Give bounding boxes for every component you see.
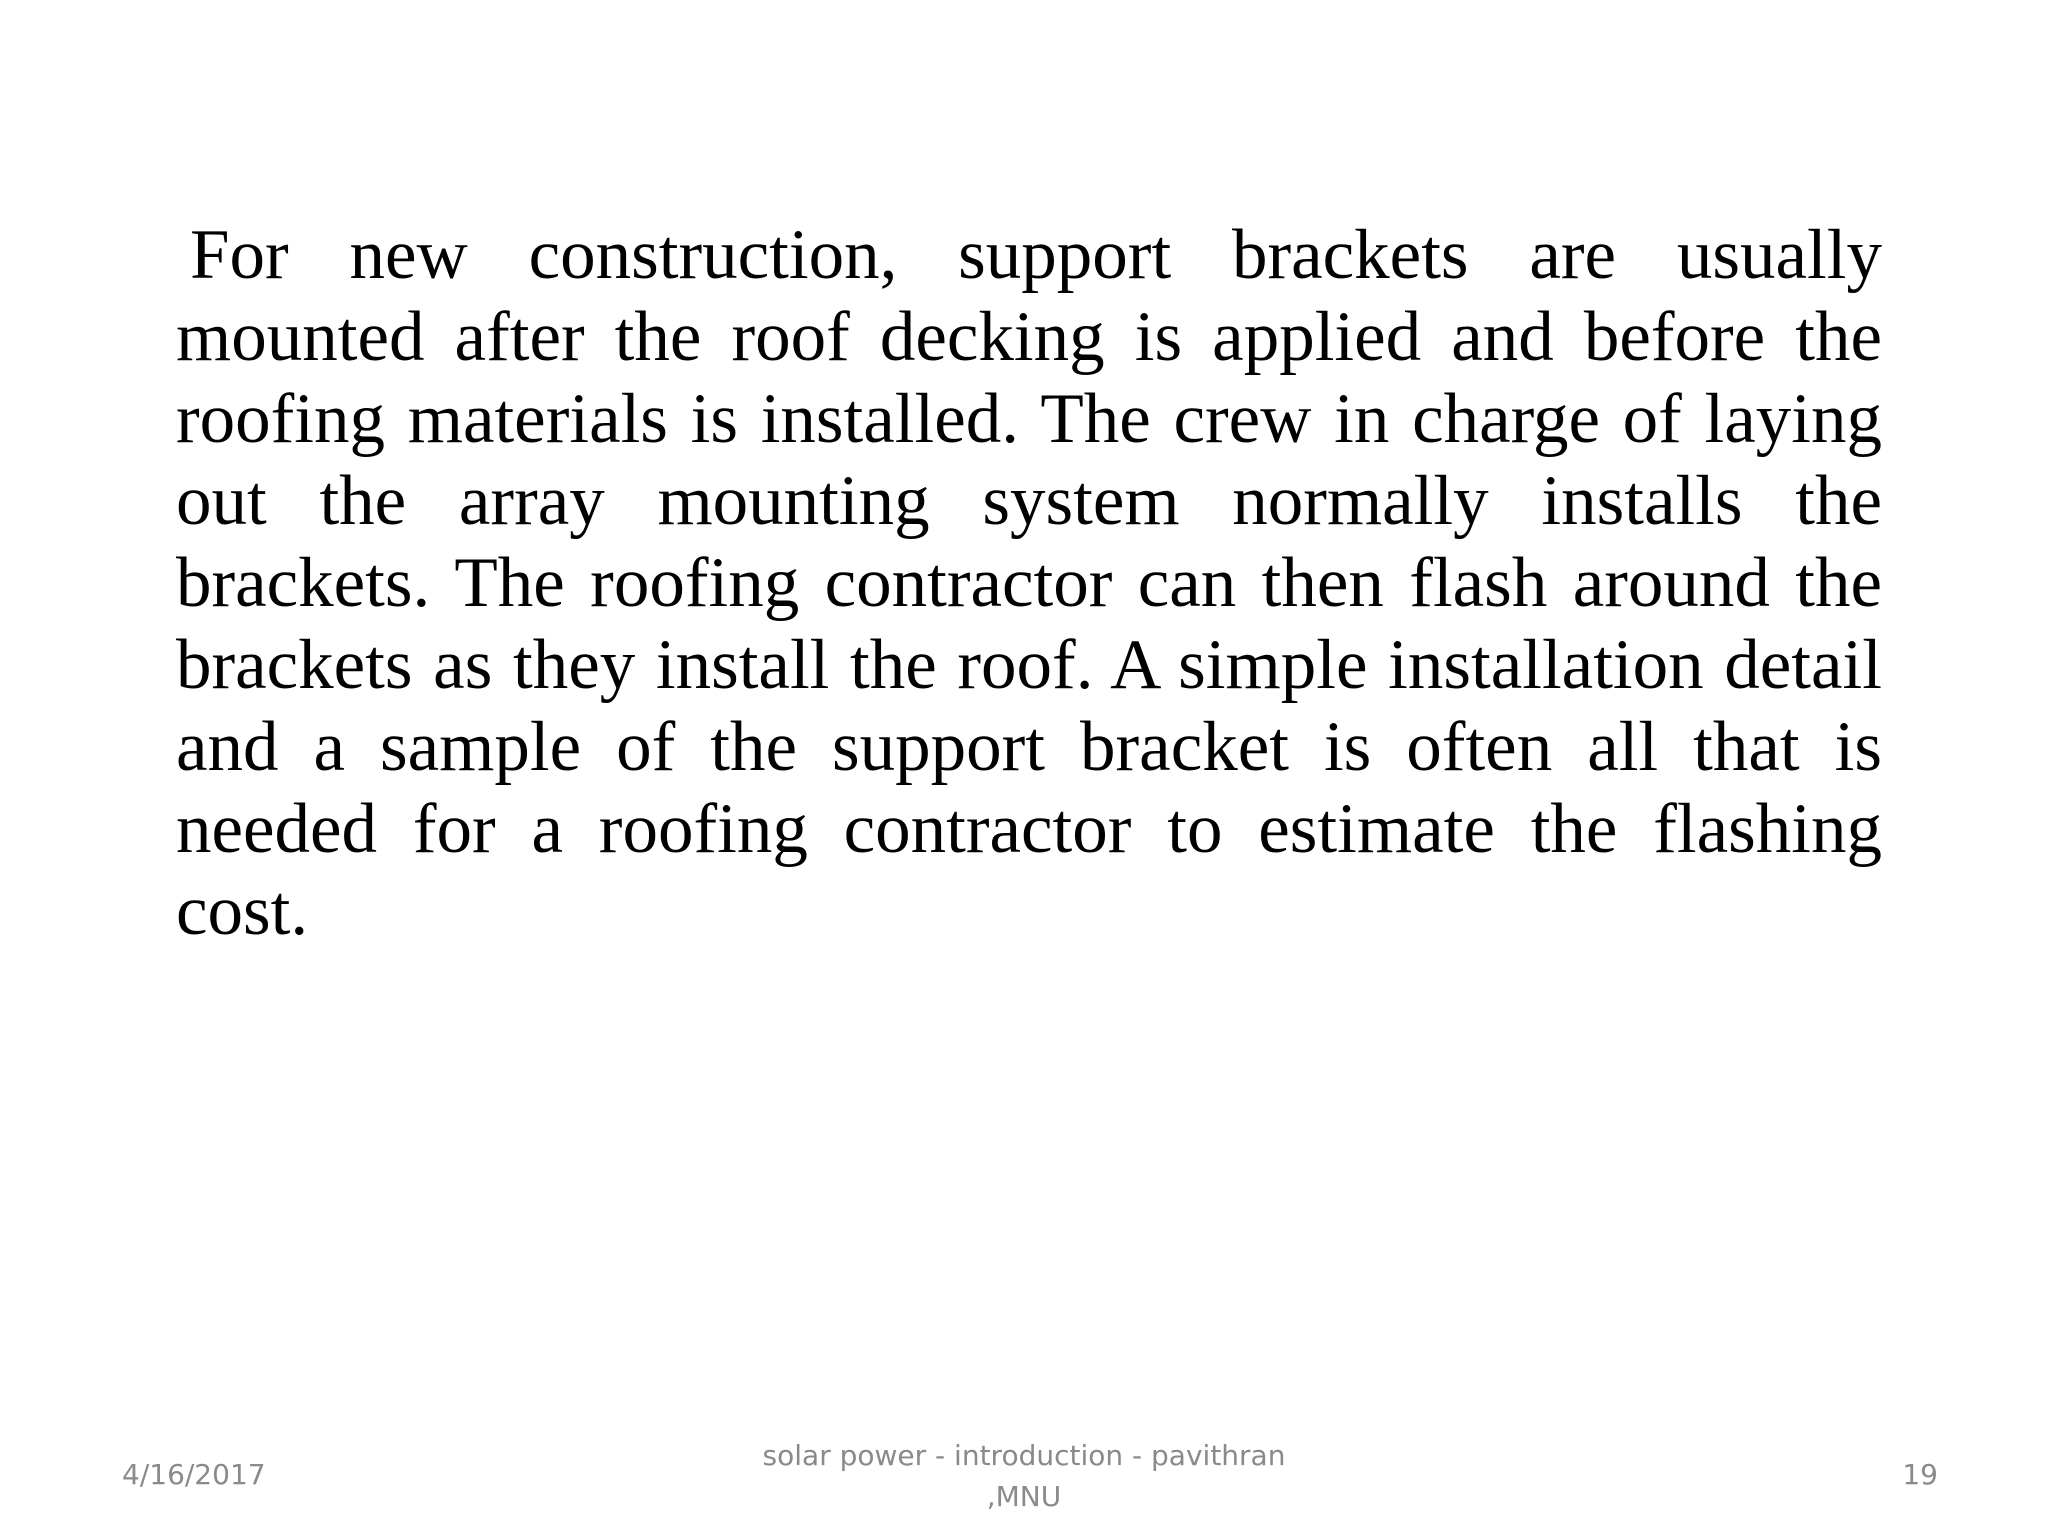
slide-body-text: For new construction, support brackets are usually mounted after the roof decking is applied and before the roofing materials is installed. The crew in charge of laying out the array mounting system normally installs the brackets. The roofing contractor can then flash around the brackets as they install the roof. A simple installation detail and a sample of the support bracket is often all that is needed for a roofing contractor to estimate the flashing cost.: [176, 216, 1882, 950]
footer-title: [724, 1435, 1324, 1517]
footer-date: 4/16/2017: [122, 1458, 266, 1491]
page-number: 19: [1902, 1458, 1938, 1491]
footer-title-line-2: ,MNU: [986, 1480, 1062, 1513]
footer-title-line-1: solar power - introduction - pavithran: [762, 1439, 1286, 1472]
